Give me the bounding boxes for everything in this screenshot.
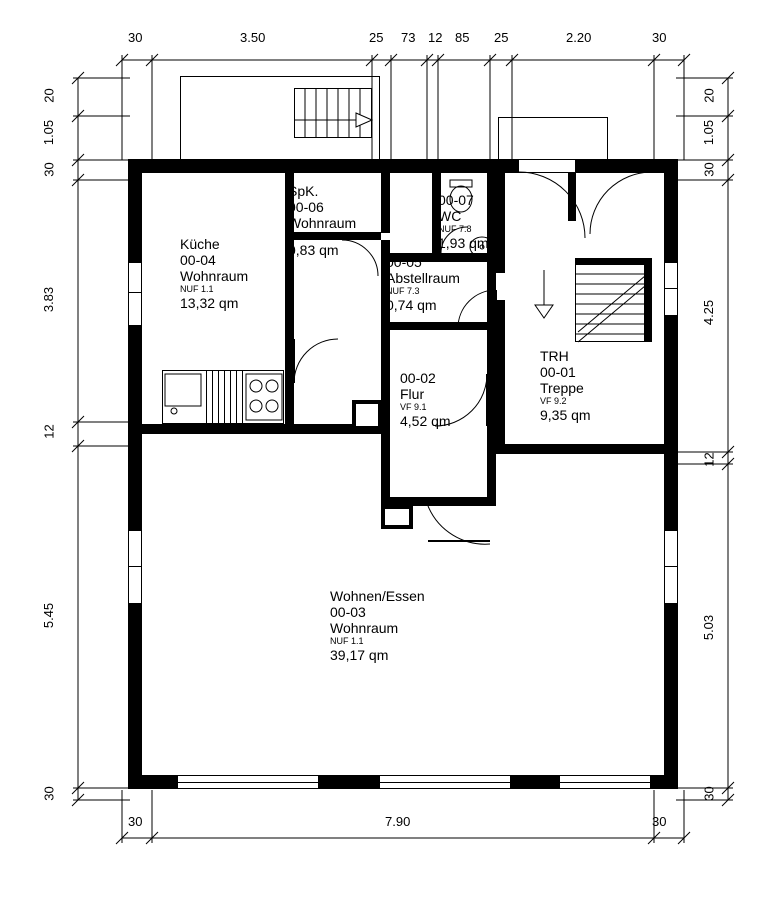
dim-top-4: 12	[428, 30, 443, 45]
room-label-abstellraum	[386, 254, 460, 313]
dim-right-5: 5.03	[701, 614, 717, 641]
room-label-flur	[400, 370, 451, 429]
dim-bottom-2: 30	[652, 814, 667, 829]
room-trh-line-2: Treppe	[540, 380, 584, 396]
room-wohnen-line-0: Wohnen/Essen	[330, 588, 425, 604]
dim-left-2: 30	[41, 162, 57, 177]
room-abstell-code: NUF 7.3	[386, 286, 420, 296]
room-flur-line-0: 00-02	[400, 370, 436, 386]
dim-left-6: 30	[41, 786, 57, 801]
room-spk-line-2: Wohnraum	[288, 215, 357, 231]
dim-top-5: 85	[455, 30, 470, 45]
room-trh-line-0: TRH	[540, 348, 569, 364]
dim-right-6: 30	[701, 786, 717, 801]
room-kueche-code: NUF 1.1	[180, 284, 214, 294]
room-trh-line-1: 00-01	[540, 364, 576, 380]
dim-right-1: 1.05	[701, 119, 717, 146]
room-wc-code: NUF 7.8	[438, 224, 472, 234]
dim-top-2: 25	[369, 30, 384, 45]
room-spk-area: 0,83 qm	[288, 242, 339, 258]
room-spk-line-0: SpK.	[288, 183, 319, 199]
dim-left-3: 3.83	[41, 286, 57, 313]
room-kueche-area: 13,32 qm	[180, 295, 239, 311]
dim-top-3: 73	[401, 30, 416, 45]
room-spk-code: NUF 1.1	[288, 231, 322, 241]
dim-top-0: 30	[128, 30, 143, 45]
room-label-wc	[438, 192, 489, 251]
room-label-treppenhaus	[540, 348, 591, 423]
room-flur-line-1: Flur	[400, 386, 425, 402]
dim-right-3: 4.25	[701, 299, 717, 326]
dim-top-1: 3.50	[240, 30, 266, 45]
room-wc-line-0: 00-07	[438, 192, 474, 208]
room-trh-area: 9,35 qm	[540, 407, 591, 423]
dim-right-4: 12	[701, 452, 717, 467]
room-abstell-area: 0,74 qm	[386, 297, 437, 313]
room-label-spk	[288, 183, 356, 258]
dim-left-5: 5.45	[41, 602, 57, 629]
room-flur-area: 4,52 qm	[400, 413, 451, 429]
room-abstell-line-0: 00-05	[386, 254, 422, 270]
dim-bottom-1: 7.90	[385, 814, 411, 829]
room-abstell-line-1: Abstellraum	[386, 270, 460, 286]
dim-top-8: 30	[652, 30, 667, 45]
dim-left-0: 20	[41, 88, 57, 103]
room-trh-code: VF 9.2	[540, 396, 567, 406]
room-kueche-line-0: Küche	[180, 236, 220, 252]
room-flur-code: VF 9.1	[400, 402, 427, 412]
dim-top-7: 2.20	[566, 30, 592, 45]
room-wohnen-code: NUF 1.1	[330, 636, 364, 646]
room-spk-line-1: 00-06	[288, 199, 324, 215]
dim-bottom-0: 30	[128, 814, 143, 829]
room-kueche-line-2: Wohnraum	[180, 268, 249, 284]
room-label-kueche	[180, 236, 248, 311]
dim-top-6: 25	[494, 30, 509, 45]
room-wohnen-line-1: 00-03	[330, 604, 366, 620]
dim-left-1: 1.05	[41, 119, 57, 146]
dim-left-4: 12	[41, 424, 57, 439]
room-wohnen-area: 39,17 qm	[330, 647, 389, 663]
dim-right-2: 30	[701, 162, 717, 177]
room-wc-area: 1,93 qm	[438, 235, 489, 251]
room-label-wohnen-essen	[330, 588, 425, 663]
room-wc-line-1: WC	[438, 208, 462, 224]
dim-right-0: 20	[701, 88, 717, 103]
room-kueche-line-1: 00-04	[180, 252, 216, 268]
room-wohnen-line-2: Wohnraum	[330, 620, 399, 636]
